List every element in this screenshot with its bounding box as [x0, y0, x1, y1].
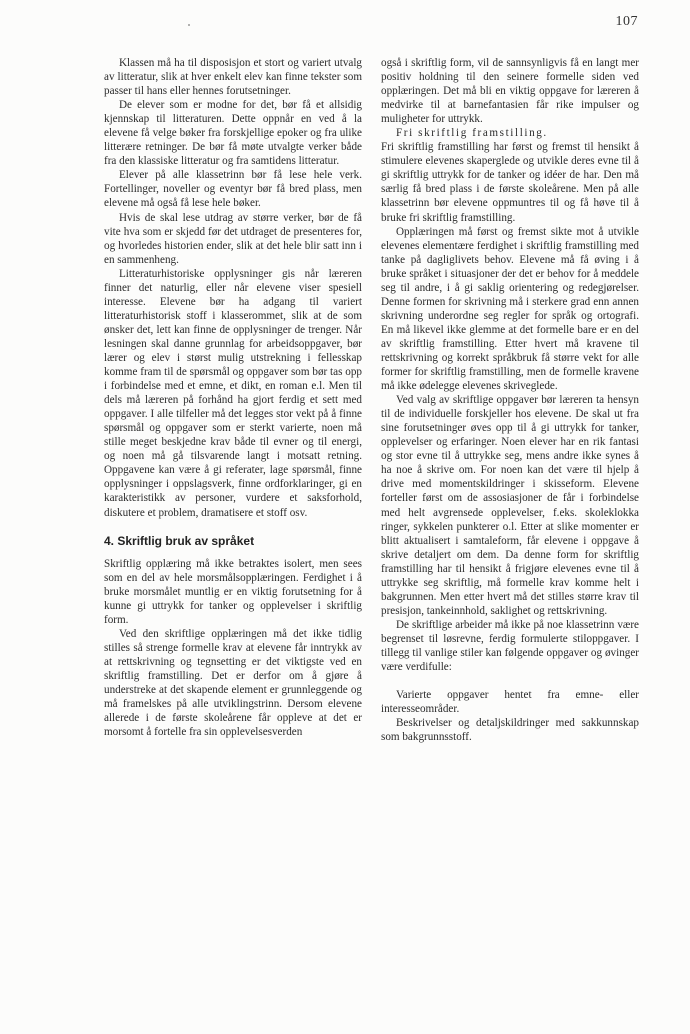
subsection-heading: Fri skriftlig framstilling. [396, 127, 548, 140]
print-speck [188, 24, 190, 26]
page-number: 107 [615, 14, 638, 29]
body-paragraph: Skriftlig opplæring må ikke betraktes isolert, men sees som en del av hele morsmålsopplæringen. Ferdighet i å bruke morsmålet muntlig er en viktig forutsetning for å kunne gi uttrykk for tanker og opplevelser i skriftlig form. [104, 557, 362, 626]
list-item: Varierte oppgaver hentet fra emne- eller interesseområder. [381, 689, 639, 716]
body-paragraph: Litteraturhistoriske opplysninger gis når læreren finner det naturlig, eller når elevene viser spesiell interesse. Elevene bør ha adgang til variert litteraturhistorisk stoff i klasserommet, slik at de som ønsker det, lett kan finne de opplysninger de trenger. Når lesningen skal danne grunnlag for arbeidsoppgaver, bør lærer og elev i størst mulig utstrekning i fellesskap komme fram til de spørsmål og oppgaver som bør tas opp i forbindelse med et emne, et dikt, en roman e.l. Men til dels må læreren på forhånd ha gjort ferdig et sett med oppgaver. I alle tilfeller må det legges stor vekt på å finne spørsmål og oppgaver som er sterkt varierte, noen må stille meget beskjedne krav både til evner og til energi, og noen må gå tilsvarende langt i motsatt retning. Oppgavene kan være å gi referater, lage spørsmål, finne opplysninger i oppslagsverk, finne ordforklaringer, gi en karakteristikk av personer, vurdere et saksforhold, diskutere et problem, dramatisere et stoff osv. [104, 267, 362, 519]
body-paragraph: Klassen må ha til disposisjon et stort og variert utvalg av litteratur, slik at hver enkelt elev kan finne tekster som passer til hans eller hennes forutsetninger. [104, 57, 362, 98]
spacer [381, 674, 639, 688]
left-column [104, 56, 362, 739]
body-paragraph: Elever på alle klassetrinn bør få lese hele verk. Fortellinger, noveller og eventyr bør få bred plass, men elevene må også få lese hele bøker. [104, 169, 362, 210]
body-paragraph: De elever som er modne for det, bør få et allsidig kjennskap til litteraturen. Dette oppnår en ved å la elevene få velge bøker fra forskjellige epoker og fra ulike litterære retninger. De bør få møte utvalgte verker både fra den klassiske litteratur og fra samtidens litteratur. [104, 99, 362, 168]
right-column [381, 56, 639, 744]
body-paragraph: også i skriftlig form, vil de sannsynligvis få en langt mer positiv holdning til den seinere formelle siden ved opplæringen. Det må bli en viktig oppgave for læreren å medvirke til at barnefantasien får rike impulser og muligheter for uttrykk. [381, 57, 639, 126]
body-paragraph: Hvis de skal lese utdrag av større verker, bør de få vite hva som er skjedd før det utdraget de presenteres for, og hvorledes historien ender, slik at det hele blir satt inn i en sammenheng. [104, 211, 362, 266]
body-paragraph: Ved valg av skriftlige oppgaver bør læreren ta hensyn til de individuelle forskjeller hos elevene. De skal ut fra sine forutsetninger øves opp til å gi uttrykk for tanker, opplevelser og erfaringer. Noen elever har en rik fantasi og stor evne til å uttrykke seg, mens andre ikke synes å ha noe å skrive om. For noen kan det være til hjelp å drive med momentskildringer i skisseform. Elevene forteller først om de assosiasjoner de får i forbindelse med helt avgrensede opplevelser, f.eks. skoleklokka ringer, sykkelen punkterer o.l. Etter at slike momenter er blitt aktualisert i samtaleform, får elevene i oppgave å skrive detaljert om dem. Da denne form for skriftlig framstilling har til hensikt å frigjøre elevenes evne til å uttrykke seg skriftlig, må formelle krav komme helt i bakgrunnen. Men etter hvert må det stilles større krav til presisjon, tankeinnhold, saklighet og rettskrivning. [381, 394, 639, 617]
list-item: Beskrivelser og detaljskildringer med sakkunnskap som bakgrunnsstoff. [381, 717, 639, 744]
body-paragraph: Fri skriftlig framstilling har først og fremst til hensikt å stimulere elevenes skaperglede og utvikle deres evne til å gi skriftlig uttrykk for de tanker og idéer de har. Den må særlig få bred plass i de første skoleårene. Men på alle klassetrinn bør elevene oppmuntres til og få høve til å bruke fri skriftlig framstilling. [381, 141, 639, 224]
section-heading: 4. Skriftlig bruk av språket [104, 533, 255, 548]
body-paragraph: De skriftlige arbeider må ikke på noe klassetrinn være begrenset til løsrevne, ferdig formulerte stiloppgaver. I tillegg til vanlige stiler kan følgende oppgaver og øvinger være verdifulle: [381, 618, 639, 674]
body-paragraph: Ved den skriftlige opplæringen må det ikke tidlig stilles så strenge formelle krav at elevene får inntrykk av at rettskrivning og tegnsetting er det viktigste ved en skriftlig framstilling. Det er derfor om å gjøre å understreke at det skapende element er grunnleggende og må framelskes på alle utviklingstrinn. Dersom elevene allerede i de første skoleårene får oppleve at det er morsomt å fortelle fra sin opplevelsesverden [104, 627, 362, 739]
body-paragraph: Opplæringen må først og fremst sikte mot å utvikle elevenes elementære ferdighet i skriftlig framstilling med tanke på dagliglivets behov. Elevene må få øving i å bruke språket i situasjoner der det er behov for å meddele seg til andre, i å gi saklig orientering og redegjørelser. Denne formen for skrivning må i sterkere grad enn annen skrivning underordne seg regler for språk og ortografi. En må likevel ikke glemme at det formelle bare er en del av skriftlig framstilling. Etter hvert må kravene til rettskrivning og korrekt språkbruk få større vekt for alle former for skriftlig framstilling, men de formelle kravene må ikke ødelegge elevenes skriveglede. [381, 225, 639, 393]
